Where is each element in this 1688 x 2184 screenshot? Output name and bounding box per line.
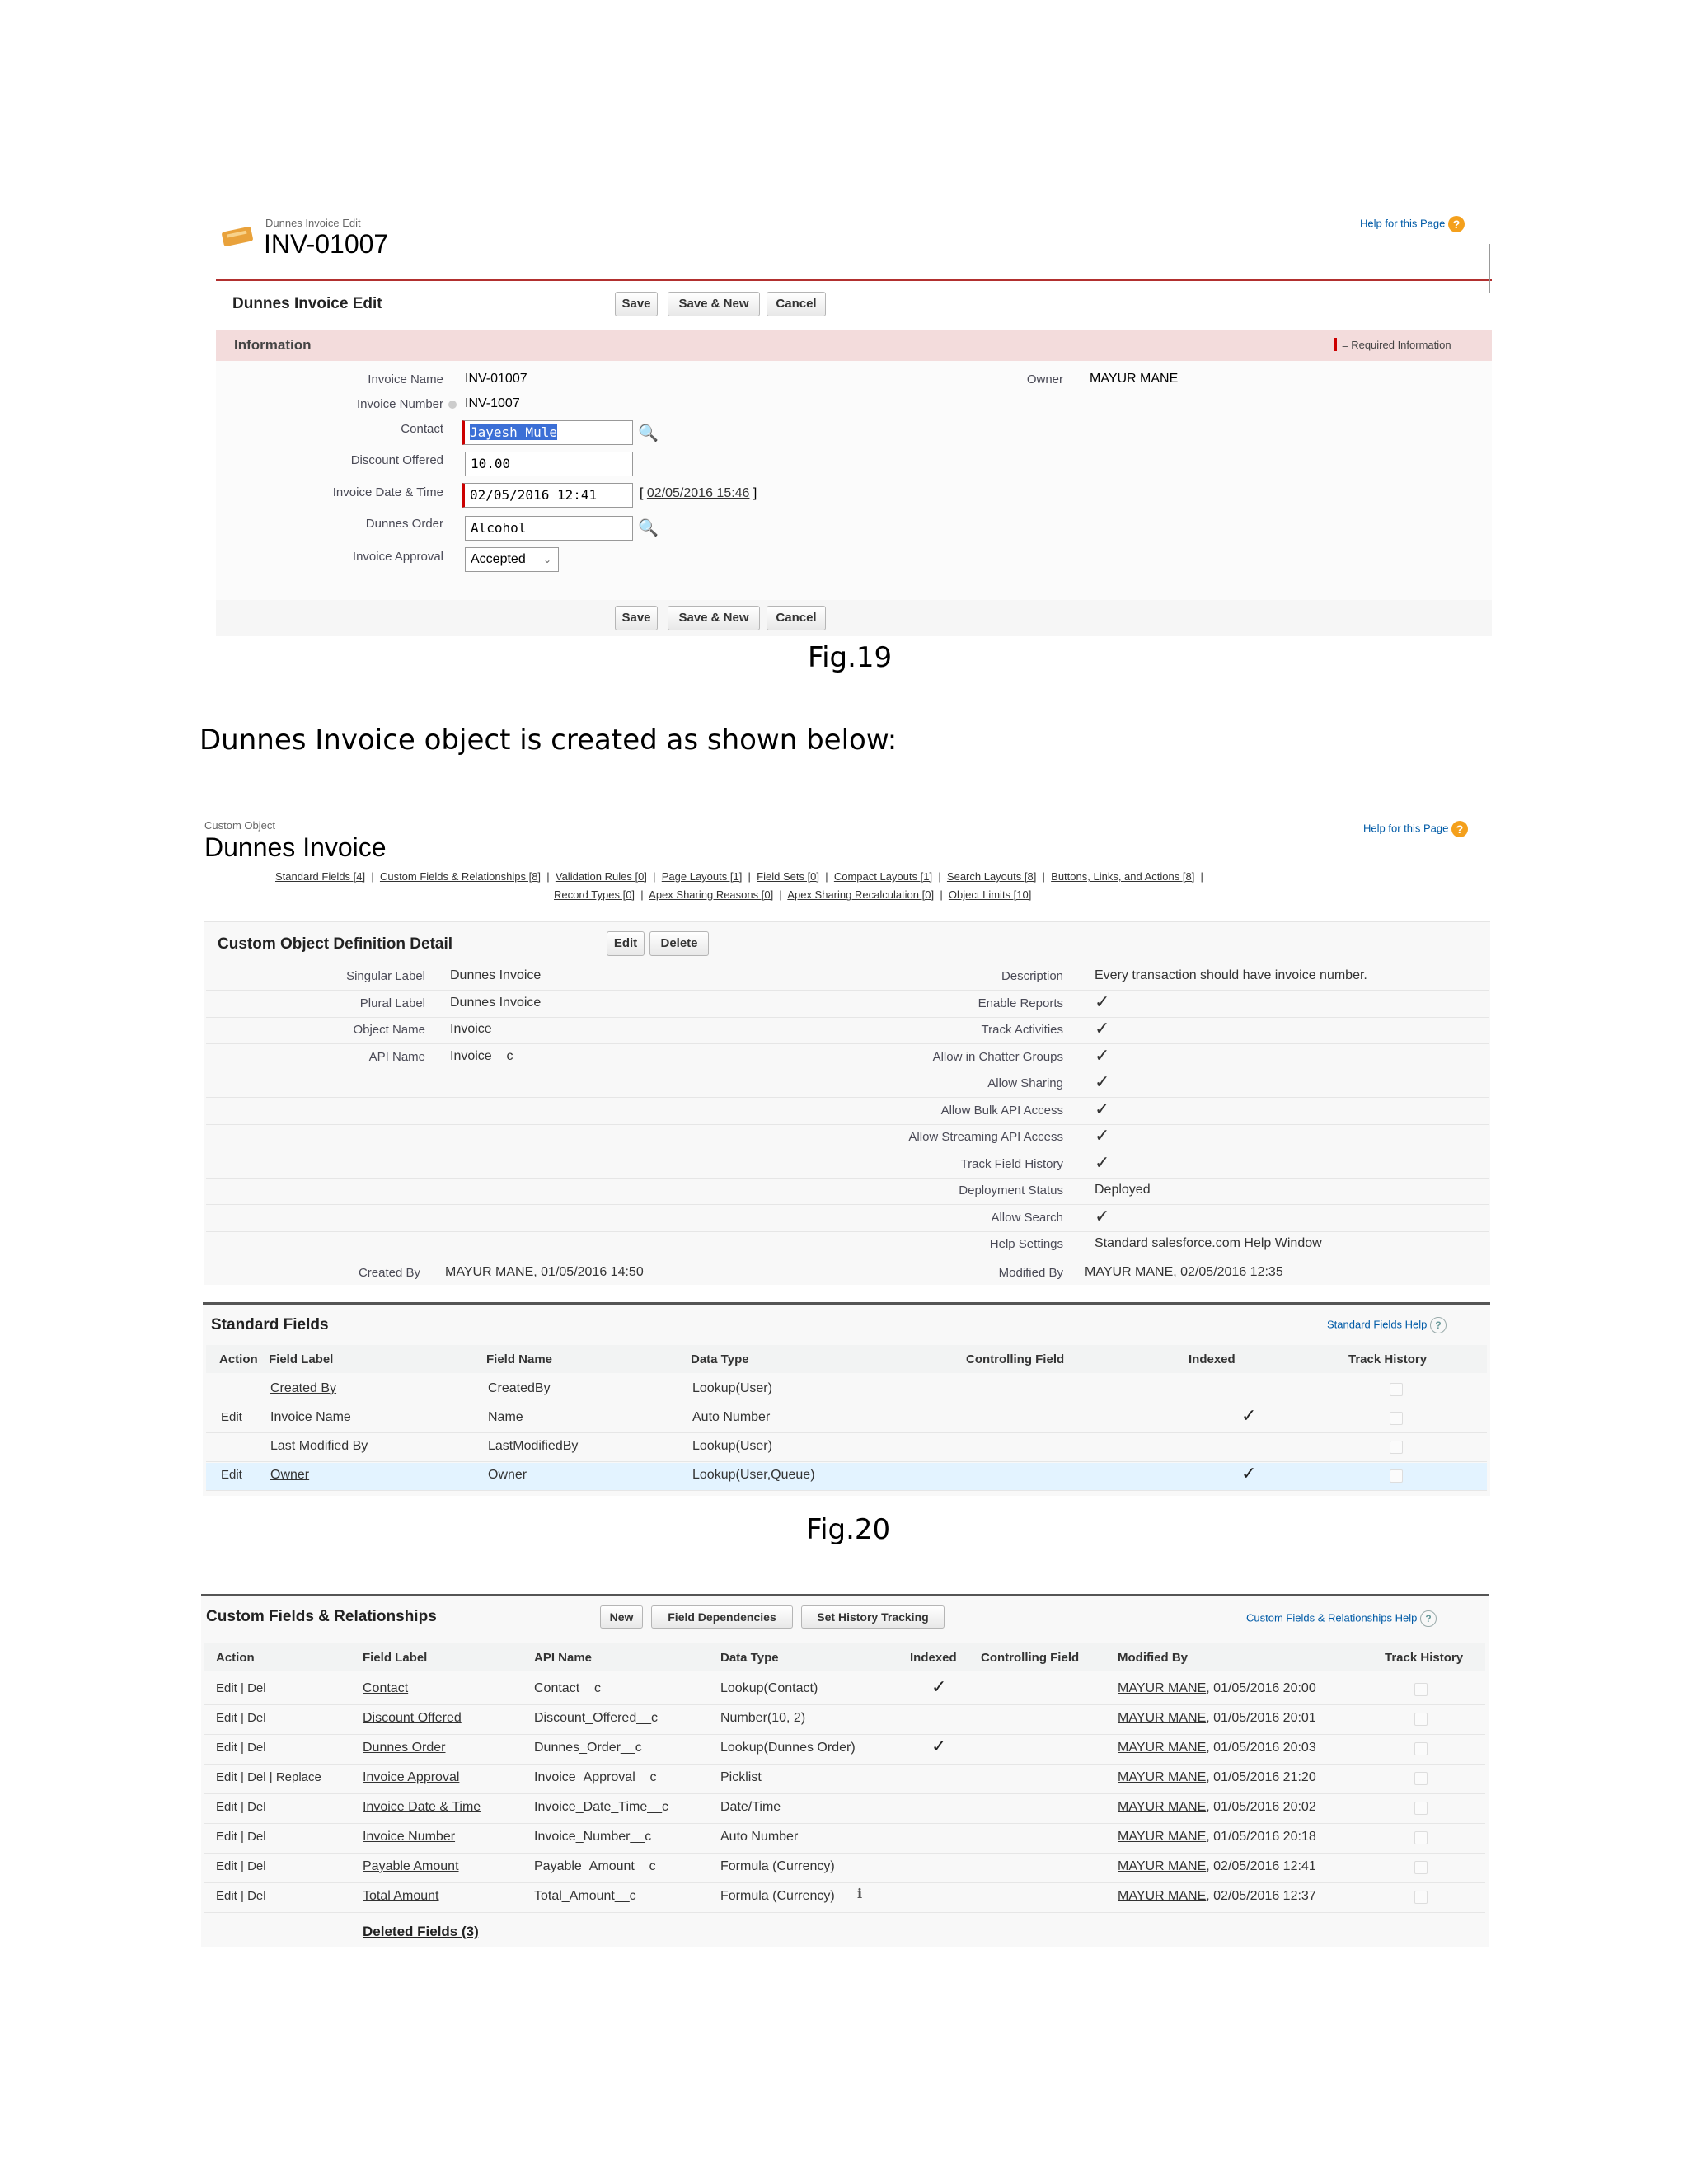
checkmark-icon: ✓ xyxy=(1095,1044,1110,1066)
track-history-checkbox[interactable] xyxy=(1390,1441,1403,1454)
field-api-name: Payable_Amount__c xyxy=(534,1859,656,1873)
std-fields-help[interactable] xyxy=(1327,1317,1447,1333)
table-row-divider xyxy=(204,1704,1485,1705)
detail-field-value: Invoice xyxy=(450,1022,492,1036)
related-links-row-1: Standard Fields [4] | Custom Fields & Relationships [8] | Validation Rules [0] | Page Layouts [1] | Field Sets [0] | Compact Layouts [1] | Search Layouts [8] | Buttons, Links, and Actions [8] | xyxy=(275,870,1203,883)
detail-field-label: Track Field History xyxy=(960,1156,1063,1171)
track-history-checkbox[interactable] xyxy=(1414,1713,1428,1726)
modified-by-date: , 02/05/2016 12:37 xyxy=(1206,1889,1316,1903)
cf-col-action: Action xyxy=(216,1651,255,1665)
page-block-edge xyxy=(1489,244,1490,293)
created-by-user-link[interactable]: MAYUR MANE xyxy=(445,1265,534,1279)
detail-field-label: Description xyxy=(1001,969,1063,983)
field-label-link[interactable]: Invoice Name xyxy=(270,1410,351,1424)
link-record-types[interactable]: Record Types [0] xyxy=(554,888,635,901)
contact-input-value: Jayesh Mule xyxy=(470,424,557,440)
detail-row-divider xyxy=(206,990,1489,991)
detail-field-label: API Name xyxy=(368,1049,425,1064)
modified-by-date: , 01/05/2016 20:18 xyxy=(1206,1830,1316,1844)
field-label-link[interactable]: Owner xyxy=(270,1468,310,1482)
modified-by-date: , 01/05/2016 20:00 xyxy=(1206,1681,1316,1695)
detail-field-label: Allow Streaming API Access xyxy=(908,1130,1063,1144)
modified-by-user-link[interactable]: MAYUR MANE xyxy=(1118,1741,1207,1755)
contact-input[interactable] xyxy=(462,420,633,445)
modified-by-cell xyxy=(1118,1770,1316,1785)
invoice-record-icon xyxy=(219,224,256,249)
modified-by-user-link[interactable]: MAYUR MANE xyxy=(1118,1859,1207,1873)
field-api-name: Invoice_Date_Time__c xyxy=(534,1800,669,1814)
modified-by-date: , 01/05/2016 20:03 xyxy=(1206,1741,1316,1755)
cancel-button[interactable]: Cancel xyxy=(767,292,826,316)
row-edit-link[interactable]: Edit xyxy=(221,1468,242,1482)
modified-by-date: , 01/05/2016 20:01 xyxy=(1206,1711,1316,1725)
order-lookup-icon[interactable]: 🔍 xyxy=(638,519,659,537)
edit-section-title: Dunnes Invoice Edit xyxy=(232,295,382,312)
checkmark-icon: ✓ xyxy=(1095,1071,1110,1092)
save-new-button-bottom[interactable]: Save & New xyxy=(668,606,760,630)
fig20-caption: Fig.20 xyxy=(806,1513,891,1546)
required-info-text: = Required Information xyxy=(1342,339,1451,351)
invoice-approval-value: Accepted xyxy=(471,552,526,566)
table-row-divider xyxy=(204,1823,1485,1824)
std-col-field-name: Field Name xyxy=(486,1352,553,1366)
cf-col-indexed: Indexed xyxy=(910,1651,957,1665)
help-for-page-link[interactable] xyxy=(1360,216,1465,232)
help-icon[interactable]: ? xyxy=(1430,1317,1447,1333)
link-compact-layouts[interactable]: Compact Layouts [1] xyxy=(833,870,933,883)
field-label-link[interactable]: Invoice Number xyxy=(363,1830,456,1844)
link-search-layouts[interactable]: Search Layouts [8] xyxy=(946,870,1037,883)
detail-row-divider xyxy=(206,1204,1489,1205)
modified-by-user-link[interactable]: MAYUR MANE xyxy=(1085,1265,1174,1279)
field-api-name: Invoice_Approval__c xyxy=(534,1770,657,1784)
modified-by-label: Modified By xyxy=(998,1266,1063,1280)
contact-lookup-icon[interactable]: 🔍 xyxy=(638,424,659,443)
discount-offered-label: Discount Offered xyxy=(350,453,443,467)
chevron-down-icon: ⌄ xyxy=(542,554,551,565)
field-data-type: Date/Time xyxy=(720,1800,781,1814)
cf-col-data-type: Data Type xyxy=(720,1651,779,1665)
link-apex-sharing-reasons[interactable]: Apex Sharing Reasons [0] xyxy=(649,888,774,901)
cf-title: Custom Fields & Relationships xyxy=(206,1608,437,1625)
std-col-data-type: Data Type xyxy=(691,1352,749,1366)
field-api-name: Owner xyxy=(488,1468,528,1482)
information-header xyxy=(216,330,1492,361)
checkmark-icon: ✓ xyxy=(931,1676,947,1697)
new-field-button[interactable]: New xyxy=(600,1605,643,1629)
checkmark-icon: ✓ xyxy=(931,1736,947,1756)
track-history-checkbox[interactable] xyxy=(1390,1412,1403,1425)
field-data-type: Lookup(User,Queue) xyxy=(692,1468,815,1482)
detail-field-value: Invoice__c xyxy=(450,1048,513,1063)
save-button-bottom[interactable]: Save xyxy=(615,606,658,630)
intro-paragraph: Dunnes Invoice object is created as shown below: xyxy=(199,724,898,757)
link-apex-sharing-recalc[interactable]: Apex Sharing Recalculation [0] xyxy=(787,888,935,901)
detail-field-label: Plural Label xyxy=(359,996,425,1010)
std-col-indexed: Indexed xyxy=(1189,1352,1236,1366)
checkmark-icon: ✓ xyxy=(1095,1098,1110,1119)
set-history-tracking-button[interactable]: Set History Tracking xyxy=(801,1605,945,1629)
field-api-name: Dunnes_Order__c xyxy=(534,1741,642,1755)
invoice-date-time-label: Invoice Date & Time xyxy=(332,485,443,499)
dunnes-order-input[interactable]: Alcohol xyxy=(465,516,633,541)
cf-col-controlling: Controlling Field xyxy=(981,1651,1080,1665)
help-icon[interactable]: ? xyxy=(1448,216,1465,232)
related-links-row-2: Record Types [0] | Apex Sharing Reasons [0] | Apex Sharing Recalculation [0] | Object Limits [10] xyxy=(554,888,1032,901)
detail-field-label: Object Name xyxy=(353,1023,425,1037)
field-data-type: Formula (Currency) xyxy=(720,1889,835,1903)
track-history-checkbox[interactable] xyxy=(1414,1831,1428,1844)
track-history-checkbox[interactable] xyxy=(1414,1891,1428,1904)
object-title: Dunnes Invoice xyxy=(204,832,387,862)
detail-row-divider xyxy=(206,1017,1489,1018)
modified-by-date: , 02/05/2016 12:35 xyxy=(1173,1265,1283,1279)
title-divider xyxy=(216,279,1492,281)
cf-col-modified-by: Modified By xyxy=(1118,1651,1188,1665)
detail-field-label: Help Settings xyxy=(989,1237,1063,1251)
checkmark-icon: ✓ xyxy=(1095,1151,1110,1173)
owner-label: Owner xyxy=(1026,373,1063,387)
field-data-type: Number(10, 2) xyxy=(720,1711,806,1725)
object-help-link-text[interactable]: Help for this Page xyxy=(1363,822,1449,835)
invoice-name-label: Invoice Name xyxy=(368,373,443,387)
field-data-type: Formula (Currency) xyxy=(720,1859,835,1873)
breadcrumb: Dunnes Invoice Edit xyxy=(265,217,361,229)
table-row-divider xyxy=(204,1853,1485,1854)
invoice-date-time-input[interactable]: 02/05/2016 12:41 xyxy=(462,483,633,508)
field-label-link[interactable]: Payable Amount xyxy=(363,1859,459,1873)
cf-col-api-name: API Name xyxy=(534,1651,593,1665)
track-history-checkbox[interactable] xyxy=(1414,1683,1428,1696)
std-col-controlling: Controlling Field xyxy=(966,1352,1065,1366)
modified-by-user-link[interactable]: MAYUR MANE xyxy=(1118,1681,1207,1695)
field-api-name: Invoice_Number__c xyxy=(534,1830,652,1844)
edit-button[interactable]: Edit xyxy=(607,931,645,956)
detail-field-value: Dunnes Invoice xyxy=(450,968,542,982)
link-validation-rules[interactable]: Validation Rules [0] xyxy=(555,870,647,883)
detail-row-divider xyxy=(206,1097,1489,1098)
form-footer xyxy=(216,600,1492,636)
table-row-divider xyxy=(206,1490,1487,1491)
detail-row-divider xyxy=(206,1043,1489,1044)
modified-by-cell xyxy=(1118,1800,1316,1815)
help-icon[interactable]: ? xyxy=(1420,1610,1437,1627)
info-icon xyxy=(448,401,457,409)
row-action-links[interactable]: Edit | Del | Replace xyxy=(216,1770,321,1784)
information-title: Information xyxy=(234,337,312,353)
field-data-type: Lookup(Dunnes Order) xyxy=(720,1741,856,1755)
field-api-name: Contact__c xyxy=(534,1681,601,1695)
modified-by-user-link[interactable]: MAYUR MANE xyxy=(1118,1711,1207,1725)
detail-field-label: Allow Bulk API Access xyxy=(940,1103,1063,1118)
date-now-link[interactable]: [ 02/05/2016 15:46 ] xyxy=(640,486,757,500)
row-action-links[interactable]: Edit | Del xyxy=(216,1741,266,1755)
std-col-field-label: Field Label xyxy=(269,1352,334,1366)
std-col-action: Action xyxy=(219,1352,258,1366)
object-help-link[interactable] xyxy=(1363,821,1468,837)
link-custom-fields[interactable]: Custom Fields & Relationships [8] xyxy=(379,870,542,883)
invoice-number-label: Invoice Number xyxy=(356,397,443,411)
track-history-checkbox[interactable] xyxy=(1414,1802,1428,1815)
row-action-links[interactable]: Edit | Del xyxy=(216,1830,266,1844)
table-row-divider xyxy=(204,1764,1485,1765)
field-label-link[interactable]: Created By xyxy=(270,1381,337,1395)
modified-by-date: , 02/05/2016 12:41 xyxy=(1206,1859,1316,1873)
table-row-divider xyxy=(206,1432,1487,1433)
formula-info-icon: ℹ xyxy=(857,1887,863,1901)
table-row-divider xyxy=(204,1912,1485,1913)
cf-col-track-history: Track History xyxy=(1385,1651,1464,1665)
track-history-checkbox[interactable] xyxy=(1414,1742,1428,1755)
modified-by-user-link[interactable]: MAYUR MANE xyxy=(1118,1770,1207,1784)
link-object-limits[interactable]: Object Limits [10] xyxy=(948,888,1032,901)
field-api-name: Name xyxy=(488,1410,523,1424)
checkmark-icon: ✓ xyxy=(1095,991,1110,1012)
checkmark-icon: ✓ xyxy=(1241,1463,1257,1483)
checkmark-icon: ✓ xyxy=(1095,1125,1110,1146)
modified-by-user-link[interactable]: MAYUR MANE xyxy=(1118,1889,1207,1903)
link-standard-fields[interactable]: Standard Fields [4] xyxy=(275,870,366,883)
page-title: INV-01007 xyxy=(264,229,389,259)
field-label-link[interactable]: Discount Offered xyxy=(363,1711,462,1725)
field-data-type: Lookup(User) xyxy=(692,1381,772,1395)
invoice-name-value: INV-01007 xyxy=(465,372,528,386)
detail-row-divider xyxy=(206,1178,1489,1179)
object-breadcrumb: Custom Object xyxy=(204,819,275,832)
field-data-type: Lookup(User) xyxy=(692,1439,772,1453)
field-data-type: Picklist xyxy=(720,1770,762,1784)
detail-field-label: Allow in Chatter Groups xyxy=(932,1049,1063,1064)
cf-help-text[interactable]: Custom Fields & Relationships Help xyxy=(1246,1611,1418,1624)
row-edit-link[interactable]: Edit xyxy=(221,1410,242,1424)
dunnes-order-label: Dunnes Order xyxy=(365,517,443,531)
detail-field-label: Allow Search xyxy=(991,1210,1063,1225)
invoice-approval-label: Invoice Approval xyxy=(352,550,443,564)
checkmark-icon: ✓ xyxy=(1095,1018,1110,1038)
checkmark-icon: ✓ xyxy=(1095,1205,1110,1226)
save-button[interactable]: Save xyxy=(615,292,658,316)
invoice-number-value: INV-1007 xyxy=(465,396,520,410)
field-dependencies-button[interactable]: Field Dependencies xyxy=(651,1605,793,1629)
field-api-name: CreatedBy xyxy=(488,1381,551,1395)
std-fields-help-text[interactable]: Standard Fields Help xyxy=(1327,1318,1428,1331)
created-by-date: , 01/05/2016 14:50 xyxy=(533,1265,644,1279)
modified-by-cell xyxy=(1118,1741,1316,1755)
cancel-button-bottom[interactable]: Cancel xyxy=(767,606,826,630)
field-label-link[interactable]: Contact xyxy=(363,1681,409,1695)
field-label-link[interactable]: Invoice Date & Time xyxy=(363,1800,481,1814)
row-action-links[interactable]: Edit | Del xyxy=(216,1681,266,1695)
field-api-name: Total_Amount__c xyxy=(534,1889,636,1903)
delete-button[interactable]: Delete xyxy=(649,931,709,956)
modified-by-cell xyxy=(1118,1830,1316,1844)
modified-by-user-link[interactable]: MAYUR MANE xyxy=(1118,1830,1207,1844)
field-label-link[interactable]: Dunnes Order xyxy=(363,1741,446,1755)
field-api-name: LastModifiedBy xyxy=(488,1439,579,1453)
field-data-type: Auto Number xyxy=(720,1830,799,1844)
deleted-fields-link[interactable]: Deleted Fields (3) xyxy=(363,1924,479,1939)
std-table-header-bg xyxy=(206,1345,1487,1373)
modified-by-date: , 01/05/2016 21:20 xyxy=(1206,1770,1316,1784)
invoice-approval-select[interactable] xyxy=(465,547,559,572)
cf-help[interactable] xyxy=(1246,1610,1437,1627)
field-data-type: Auto Number xyxy=(692,1410,771,1424)
modified-by-cell xyxy=(1118,1711,1316,1726)
fig19-caption: Fig.19 xyxy=(808,641,893,674)
owner-value: MAYUR MANE xyxy=(1090,372,1179,386)
discount-offered-input[interactable]: 10.00 xyxy=(465,452,633,476)
help-link-text[interactable]: Help for this Page xyxy=(1360,217,1446,230)
detail-field-value: Every transaction should have invoice number. xyxy=(1095,968,1367,982)
table-row-divider xyxy=(204,1882,1485,1883)
save-new-button[interactable]: Save & New xyxy=(668,292,760,316)
field-label-link[interactable]: Invoice Approval xyxy=(363,1770,460,1784)
field-api-name: Discount_Offered__c xyxy=(534,1711,659,1725)
field-label-link[interactable]: Last Modified By xyxy=(270,1439,368,1453)
detail-section-title: Custom Object Definition Detail xyxy=(218,935,453,953)
contact-label: Contact xyxy=(401,422,443,436)
detail-field-label: Singular Label xyxy=(346,969,425,983)
table-row-divider xyxy=(204,1734,1485,1735)
modified-by-value xyxy=(1085,1265,1283,1280)
created-by-label: Created By xyxy=(358,1266,420,1280)
checkmark-icon: ✓ xyxy=(1241,1405,1257,1426)
modified-by-cell xyxy=(1118,1889,1316,1904)
std-fields-title: Standard Fields xyxy=(211,1316,329,1333)
track-history-checkbox[interactable] xyxy=(1414,1772,1428,1785)
table-row-highlight xyxy=(206,1463,1487,1491)
std-col-track-history: Track History xyxy=(1348,1352,1428,1366)
required-marker xyxy=(1334,338,1337,351)
track-history-checkbox[interactable] xyxy=(1390,1469,1403,1483)
field-data-type: Lookup(Contact) xyxy=(720,1681,818,1695)
modified-by-cell xyxy=(1118,1681,1316,1696)
detail-row-divider xyxy=(206,1231,1489,1232)
help-icon[interactable]: ? xyxy=(1451,821,1468,837)
modified-by-cell xyxy=(1118,1859,1316,1874)
detail-field-value: Deployed xyxy=(1095,1183,1151,1197)
link-field-sets[interactable]: Field Sets [0] xyxy=(757,870,820,883)
detail-field-value: Dunnes Invoice xyxy=(450,995,542,1010)
modified-by-user-link[interactable]: MAYUR MANE xyxy=(1118,1800,1207,1814)
detail-field-label: Deployment Status xyxy=(959,1183,1063,1197)
detail-field-label: Enable Reports xyxy=(978,996,1063,1010)
detail-row-divider xyxy=(206,1124,1489,1125)
table-row-divider xyxy=(206,1461,1487,1462)
table-row-divider xyxy=(204,1793,1485,1794)
row-action-links[interactable]: Edit | Del xyxy=(216,1889,266,1903)
row-action-links[interactable]: Edit | Del xyxy=(216,1711,266,1725)
track-history-checkbox[interactable] xyxy=(1390,1383,1403,1396)
created-by-value xyxy=(445,1265,644,1280)
date-now-link-text[interactable]: 02/05/2016 15:46 xyxy=(646,486,750,500)
cf-col-field-label: Field Label xyxy=(363,1651,428,1665)
modified-by-date: , 01/05/2016 20:02 xyxy=(1206,1800,1316,1814)
row-action-links[interactable]: Edit | Del xyxy=(216,1859,266,1873)
field-label-link[interactable]: Total Amount xyxy=(363,1889,439,1903)
link-page-layouts[interactable]: Page Layouts [1] xyxy=(661,870,743,883)
row-action-links[interactable]: Edit | Del xyxy=(216,1800,266,1814)
detail-field-value: Standard salesforce.com Help Window xyxy=(1095,1236,1322,1250)
track-history-checkbox[interactable] xyxy=(1414,1861,1428,1874)
detail-field-label: Track Activities xyxy=(981,1023,1063,1037)
link-buttons-links-actions[interactable]: Buttons, Links, and Actions [8] xyxy=(1051,870,1195,883)
detail-field-label: Allow Sharing xyxy=(987,1076,1063,1090)
